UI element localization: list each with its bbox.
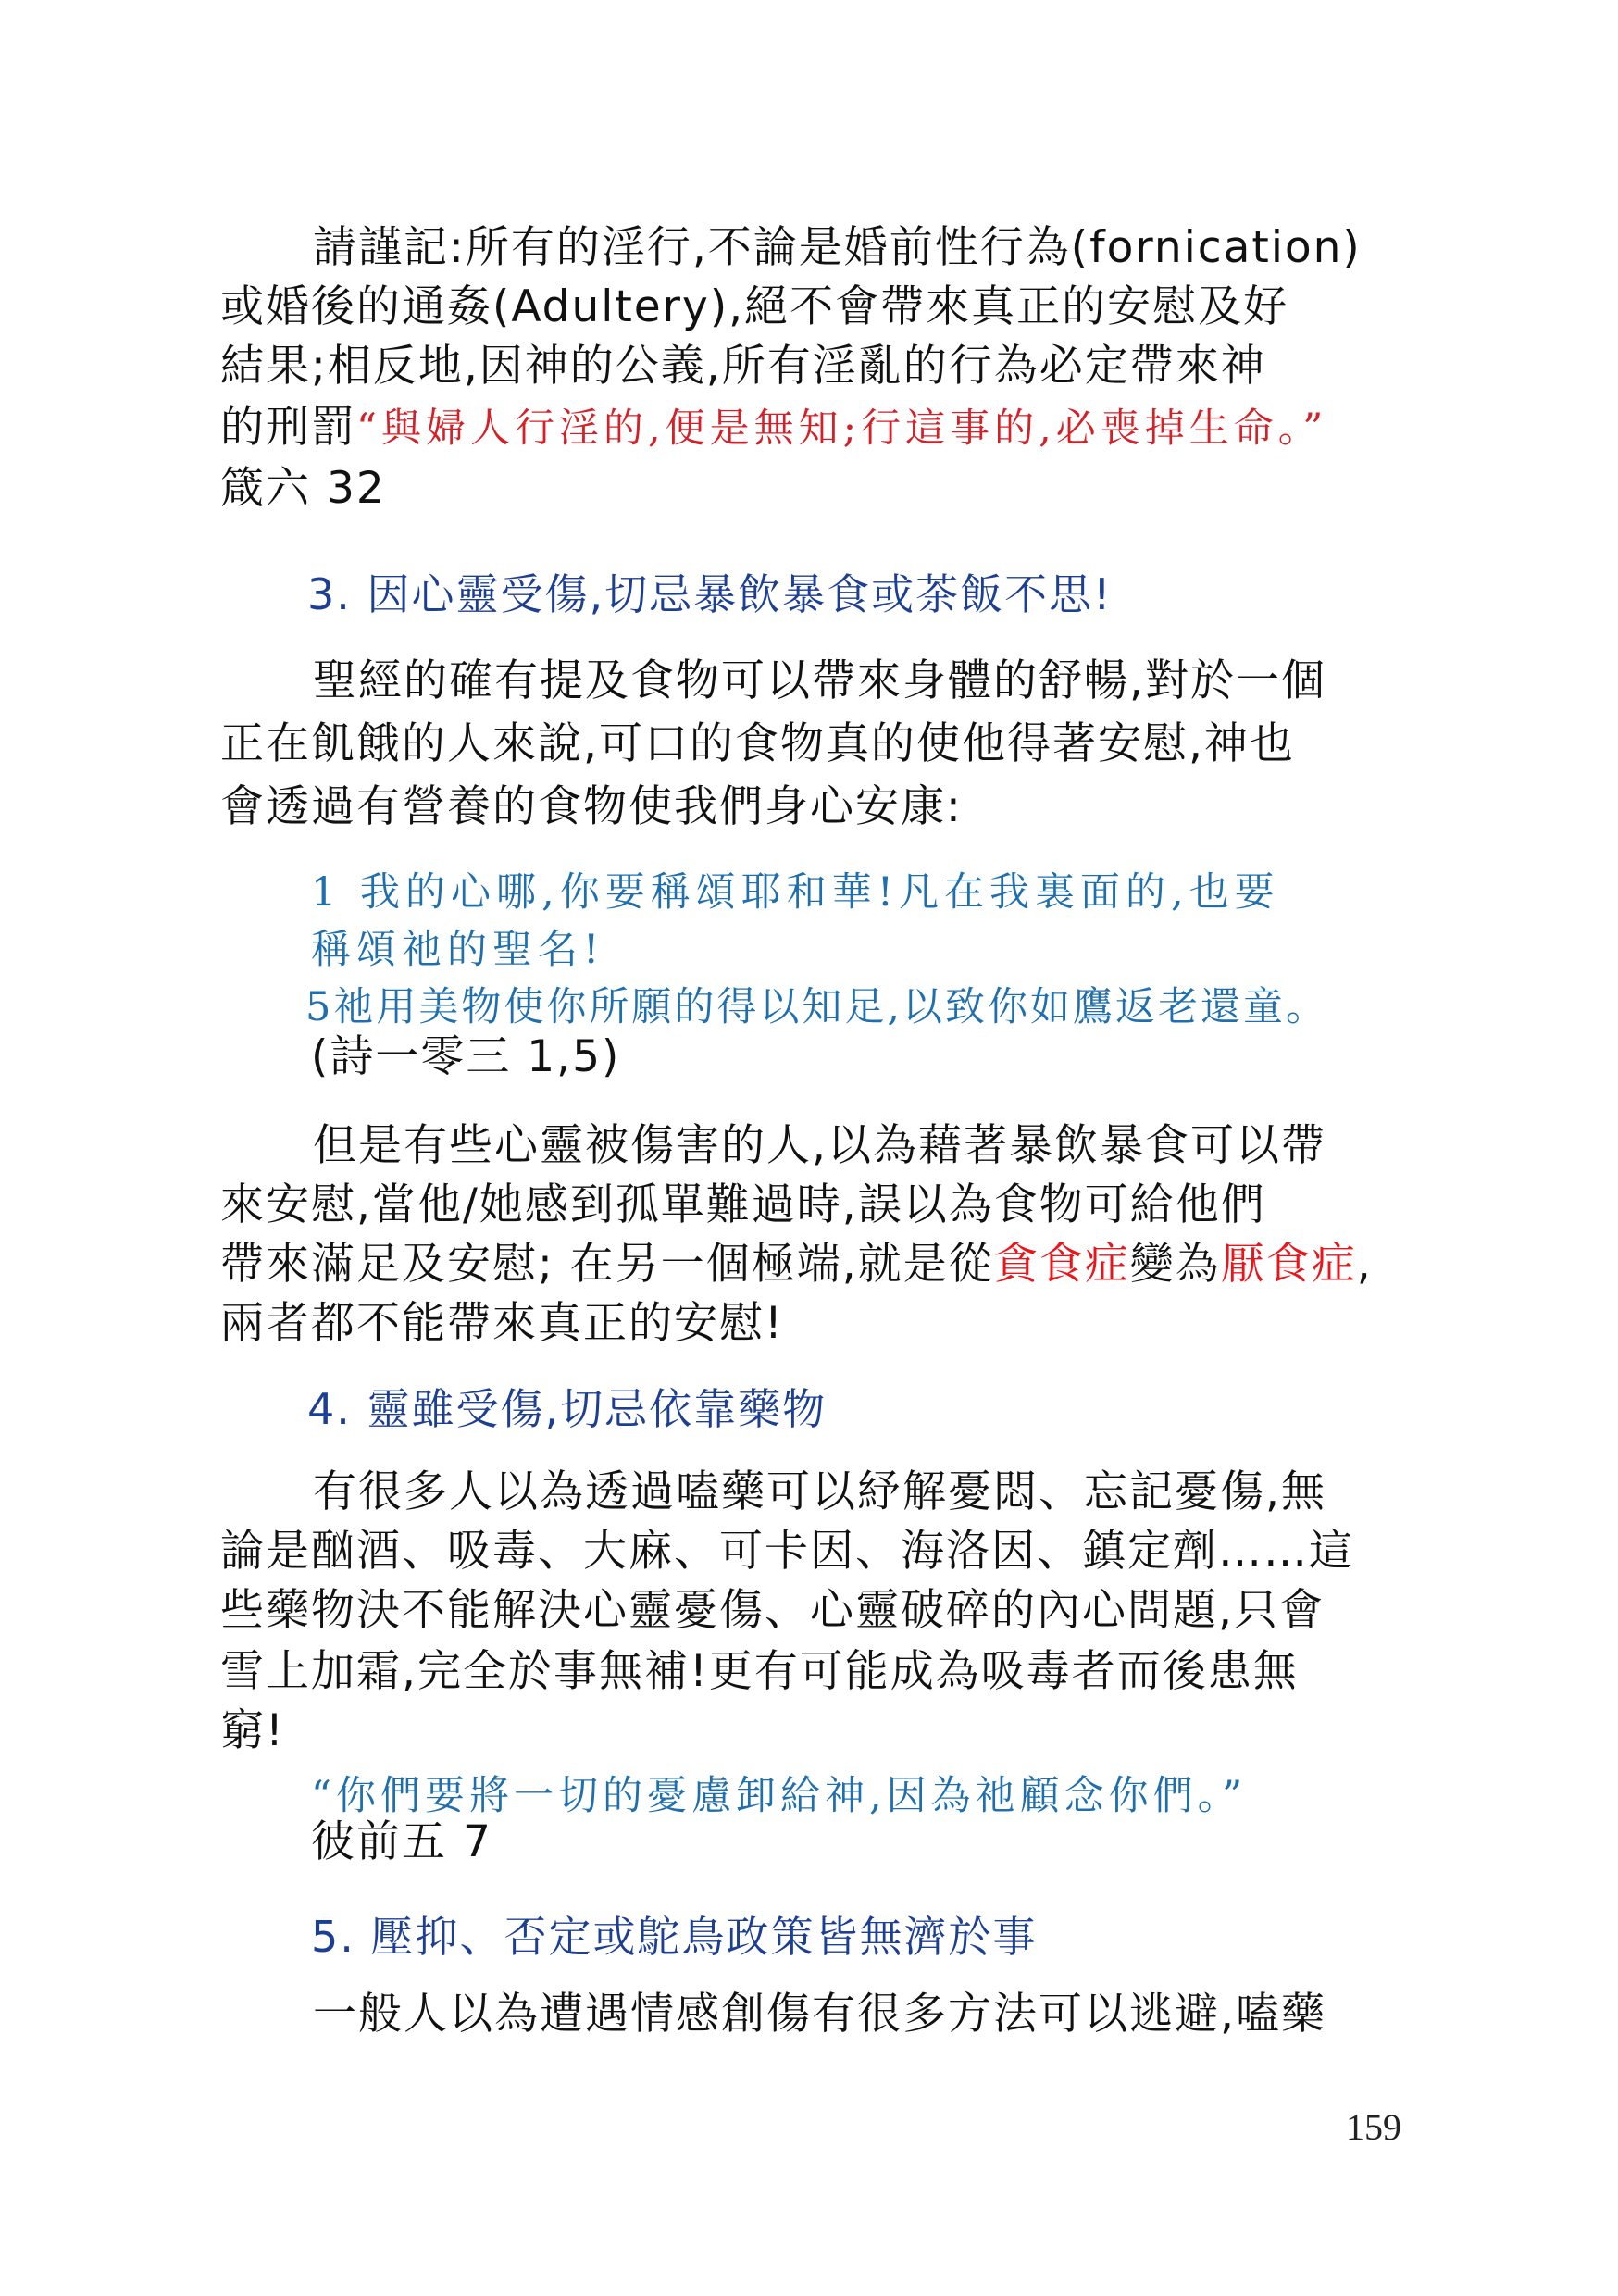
scripture-verse: 1 我的心哪,你要稱頌耶和華!凡在我裏面的,也要 — [311, 869, 1280, 916]
section-heading: 3. 因心靈受傷,切忌暴飲暴食或茶飯不思! — [307, 569, 1113, 619]
paragraph-line: 一般人以為遭遇情感創傷有很多方法可以逃避,嗑藥 — [313, 1989, 1326, 2040]
paragraph-line: 會透過有營養的食物使我們身心安康: — [220, 781, 963, 832]
scripture-quote: “與婦人行淫的,便是無知;行這事的,必喪掉生命。” — [356, 406, 1328, 452]
paragraph-text: 帶來滿足及安慰; 在另一個極端,就是從 — [220, 1239, 994, 1290]
paragraph-line — [0, 1237, 1618, 1292]
scripture-reference: 彼前五 7 — [311, 1816, 492, 1867]
paragraph-line: 些藥物決不能解決心靈憂傷、心靈破碎的內心問題,只會 — [220, 1585, 1325, 1636]
paragraph-line: 結果;相反地,因神的公義,所有淫亂的行為必定帶來神 — [220, 341, 1266, 392]
paragraph-line: 窮! — [220, 1705, 285, 1756]
paragraph-line: 兩者都不能帶來真正的安慰! — [220, 1298, 784, 1349]
paragraph-line: 或婚後的通姦(Adultery),絕不會帶來真正的安慰及好 — [220, 281, 1289, 332]
section-heading: 5. 壓抑、否定或鴕鳥政策皆無濟於事 — [311, 1912, 1038, 1962]
paragraph-line — [0, 400, 1618, 455]
highlight-term: 厭食症 — [1220, 1239, 1357, 1290]
scripture-reference: (詩一零三 1,5) — [311, 1031, 621, 1082]
paragraph-line: 論是酗酒、吸毒、大麻、可卡因、海洛因、鎮定劑……這 — [220, 1526, 1354, 1577]
paragraph-text: 變為 — [1129, 1239, 1221, 1290]
paragraph-line: 聖經的確有提及食物可以帶來身體的舒暢,對於一個 — [313, 655, 1326, 706]
paragraph-line: 但是有些心靈被傷害的人,以為藉著暴飲暴食可以帶 — [313, 1120, 1326, 1171]
scripture-verse: “你們要將一切的憂慮卸給神,因為祂顧念你們。” — [311, 1773, 1248, 1819]
scripture-reference: 箴六 32 — [220, 463, 386, 514]
paragraph-text: , — [1356, 1239, 1373, 1290]
paragraph-line: 請謹記:所有的淫行,不論是婚前性行為(fornication) — [313, 222, 1362, 273]
section-heading: 4. 靈雖受傷,切忌依靠藥物 — [307, 1384, 828, 1434]
highlight-term: 貪食症 — [993, 1239, 1130, 1290]
page-number: 159 — [1346, 2106, 1401, 2148]
paragraph-text: 的刑罰 — [220, 402, 356, 453]
paragraph-line: 正在飢餓的人來說,可口的食物真的使他得著安慰,神也 — [220, 718, 1295, 769]
paragraph-line: 來安慰,當他/她感到孤單難過時,誤以為食物可給他們 — [220, 1179, 1266, 1230]
paragraph-line: 有很多人以為透過嗑藥可以紓解憂悶、忘記憂傷,無 — [313, 1466, 1326, 1517]
scripture-verse: 5祂用美物使你所願的得以知足,以致你如鷹返老還童。 — [305, 984, 1329, 1030]
scripture-verse: 稱頌祂的聖名! — [311, 927, 605, 973]
paragraph-line: 雪上加霜,完全於事無補!更有可能成為吸毒者而後患無 — [220, 1646, 1299, 1697]
